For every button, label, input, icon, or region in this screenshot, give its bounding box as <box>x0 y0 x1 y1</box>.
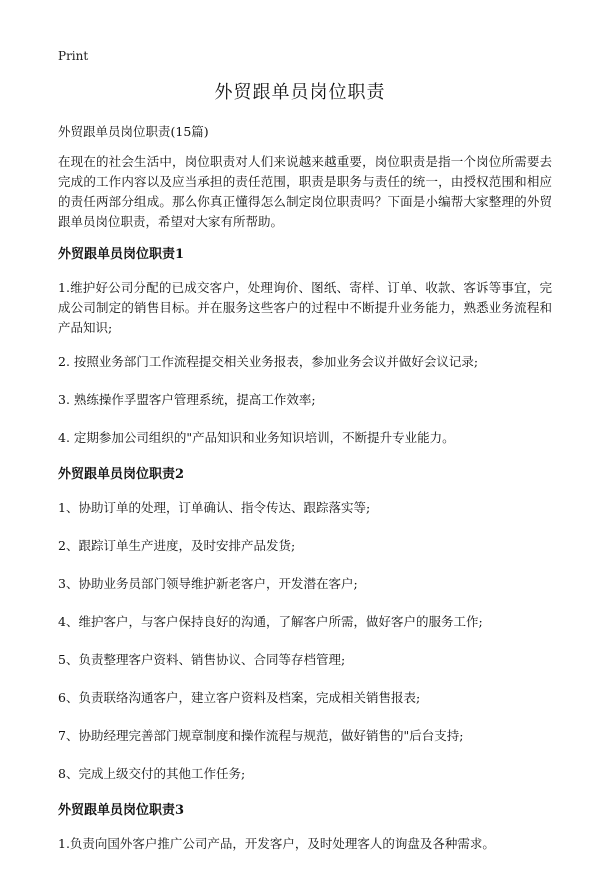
list-item: 5、负责整理客户资料、销售协议、合同等存档管理; <box>58 652 346 667</box>
print-label[interactable]: Print <box>58 49 89 63</box>
list-item: 3. 熟练操作孚盟客户管理系统，提高工作效率; <box>58 392 316 407</box>
section-3 <box>58 802 552 854</box>
document-title: 外贸跟单员岗位职责 <box>214 82 386 103</box>
section-heading: 外贸跟单员岗位职责2 <box>58 467 185 482</box>
list-item: 2. 按照业务部门工作流程提交相关业务报表，参加业务会议并做好会议记录; <box>58 354 479 369</box>
intro-paragraph: 在现在的社会生活中，岗位职责对人们来说越来越重要，岗位职责是指一个岗位所需要去完成的工作内容以及应当承担的责任范围，职责是职务与责任的统一，由授权范围和相应的责任两部分组成。那么你真正懂得怎么制定岗位职责吗？下面是小编帮大家整理的外贸跟单员岗位职责，希望对大家有所帮助。 <box>58 154 552 229</box>
list-item: 4. 定期参加公司组织的"产品知识和业务知识培训，不断提升专业能力。 <box>58 430 455 445</box>
section-heading: 外贸跟单员岗位职责1 <box>58 247 185 262</box>
list-item: 2、跟踪订单生产进度，及时安排产品发货; <box>58 538 296 553</box>
list-item: 7、协助经理完善部门规章制度和操作流程与规范，做好销售的"后台支持; <box>58 728 464 743</box>
list-item: 4、维护客户，与客户保持良好的沟通，了解客户所需，做好客户的服务工作; <box>58 614 483 629</box>
list-item: 6、负责联络沟通客户，建立客户资料及档案，完成相关销售报表; <box>58 690 421 705</box>
list-item: 1.维护好公司分配的已成交客户，处理询价、图纸、寄样、订单、收款、客诉等事宜，完成公司制定的销售目标。并在服务这些客户的过程中不断提升业务能力，熟悉业务流程和产品知识; <box>58 280 552 335</box>
list-item: 1.负责向国外客户推广公司产品，开发客户，及时处理客人的询盘及各种需求。 <box>58 836 495 851</box>
list-item: 1、协助订单的处理，订单确认、指令传达、跟踪落实等; <box>58 500 371 515</box>
document-body <box>58 122 552 872</box>
section-2 <box>58 466 552 784</box>
section-heading: 外贸跟单员岗位职责3 <box>58 803 185 818</box>
section-1 <box>58 246 552 448</box>
document-subtitle: 外贸跟单员岗位职责(15篇) <box>58 124 209 139</box>
list-item: 3、协助业务员部门领导维护新老客户，开发潜在客户; <box>58 576 358 591</box>
list-item: 8、完成上级交付的其他工作任务; <box>58 766 246 781</box>
